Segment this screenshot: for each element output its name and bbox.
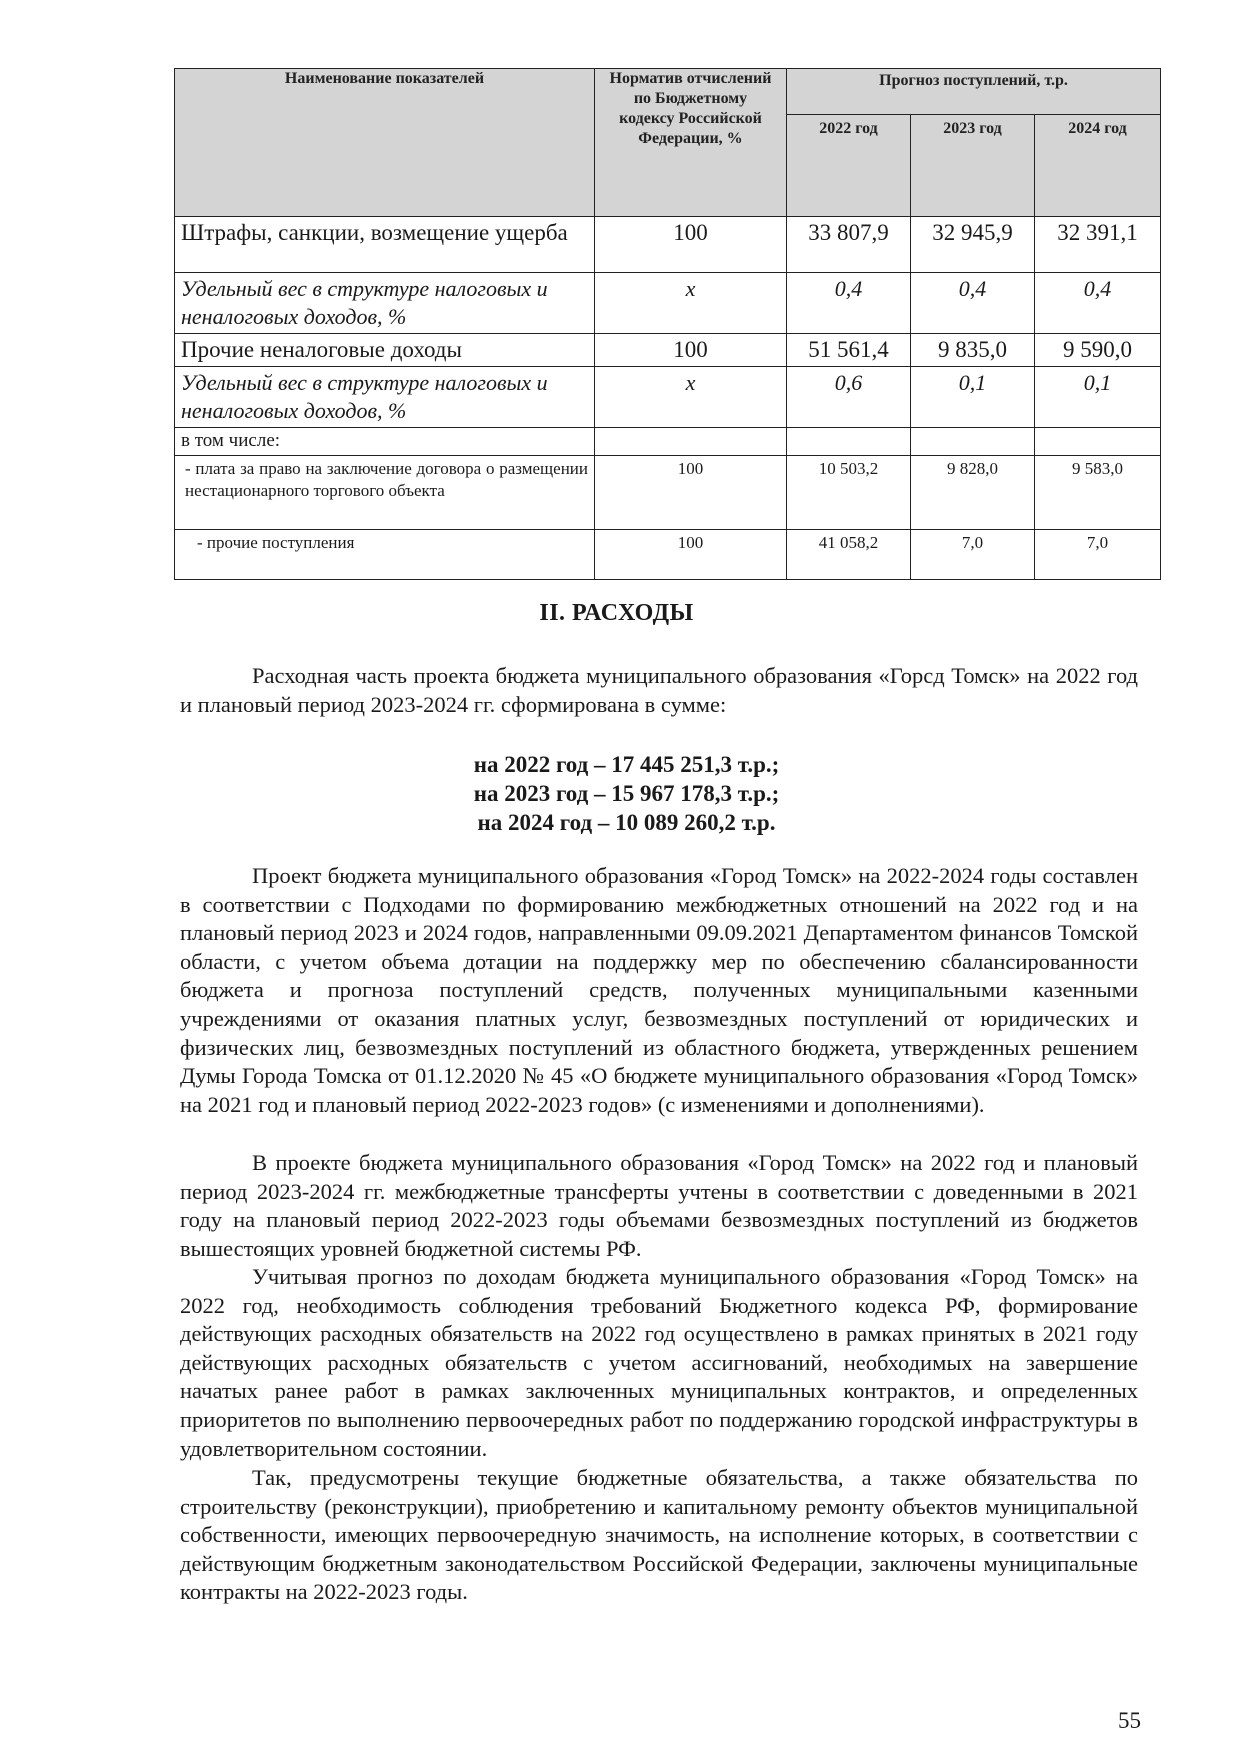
header-2024: 2024 год: [1035, 115, 1161, 217]
intro-paragraph: [180, 662, 1138, 719]
paragraph-text: Так, предусмотрены текущие бюджетные обязательства, а также обязательства по строительству (реконструкции), приобретению и капитальному ремонту объектов муниципальной собственности, имеющих первоочередную значимость, на исполнение которых, в соответствии с действующим бюджетным законодательством Российской Федерации, заключены муниципальные контракты на 2022-2023 годы.: [180, 1465, 1138, 1605]
row-name: Удельный вес в структуре налоговых и неналоговых доходов, %: [175, 273, 595, 334]
row-name: - плата за право на заключение договора о размещении нестационарного торгового объекта: [175, 456, 595, 530]
header-2022: 2022 год: [787, 115, 911, 217]
total-2022: на 2022 год – 17 445 251,3 т.р.;: [473, 752, 780, 777]
expense-totals: [0, 750, 1233, 837]
total-2024: на 2024 год – 10 089 260,2 т.р.: [477, 810, 776, 835]
row-value-2024: 0,4: [1035, 273, 1161, 334]
paragraph: [180, 1149, 1138, 1263]
row-value-2022: 51 561,4: [787, 334, 911, 367]
row-value-2022: 0,6: [787, 367, 911, 428]
row-value-2023: 32 945,9: [911, 217, 1035, 273]
row-value-2022: 10 503,2: [787, 456, 911, 530]
page-number: 55: [1118, 1708, 1141, 1733]
row-value-2024: 9 583,0: [1035, 456, 1161, 530]
intro-text: Расходная часть проекта бюджета муниципального образования «Горсд Томск» на 2022 год и плановый период 2023-2024 гг. сформирована в сумме:: [180, 663, 1138, 717]
total-2023: на 2023 год – 15 967 178,3 т.р.;: [473, 781, 780, 806]
row-value-2022: 33 807,9: [787, 217, 911, 273]
row-name: Удельный вес в структуре налоговых и неналоговых доходов, %: [175, 367, 595, 428]
row-norm: х: [595, 367, 787, 428]
table-row: [175, 217, 1161, 273]
row-value-2022: 0,4: [787, 273, 911, 334]
row-value-2024: 32 391,1: [1035, 217, 1161, 273]
row-value-2023: 7,0: [911, 530, 1035, 580]
table-row: [175, 456, 1161, 530]
row-name: Штрафы, санкции, возмещение ущерба: [175, 217, 595, 273]
row-value-2024: 7,0: [1035, 530, 1161, 580]
row-name: Прочие неналоговые доходы: [175, 334, 595, 367]
row-value-2024: 0,1: [1035, 367, 1161, 428]
header-forecast: Прогноз поступлений, т.р.: [787, 69, 1161, 115]
row-name: в том числе:: [175, 428, 595, 456]
row-value-2023: 0,1: [911, 367, 1035, 428]
row-value-2023: 9 828,0: [911, 456, 1035, 530]
paragraph-text: В проекте бюджета муниципального образования «Город Томск» на 2022 год и плановый период 2023-2024 гг. межбюджетные трансферты учтены в соответствии с доведенными в 2021 году на плановый период 2022-2023 годы объемами безвозмездных поступлений из бюджетов вышестоящих уровней бюджетной системы РФ.: [180, 1150, 1138, 1261]
row-value-2024: 9 590,0: [1035, 334, 1161, 367]
row-norm: 100: [595, 530, 787, 580]
table-row: [175, 273, 1161, 334]
paragraph-text: Учитывая прогноз по доходам бюджета муниципального образования «Город Томск» на 2022 год, необходимость соблюдения требований Бюджетного кодекса РФ, формирование действующих расходных обязательств на 2022 год осуществлено в рамках принятых в 2021 году действующих расходных обязательств с учетом ассигнований, необходимых на завершение начатых ранее работ в рамках заключенных муниципальных контрактов, и определенных приоритетов по выполнению первоочередных работ по поддержанию городской инфраструктуры в удовлетворительном состоянии.: [180, 1264, 1138, 1461]
row-norm: 100: [595, 217, 787, 273]
table-row: [175, 428, 1161, 456]
paragraph: [180, 1263, 1138, 1463]
row-value-2023: 0,4: [911, 273, 1035, 334]
header-norm: Норматив отчислений по Бюджетному кодексу Российской Федерации, %: [595, 69, 787, 217]
row-value-2022: 41 058,2: [787, 530, 911, 580]
header-name: Наименование показателей: [175, 69, 595, 217]
row-value-2023: [911, 428, 1035, 456]
paragraph-text: Проект бюджета муниципального образования «Город Томск» на 2022-2024 годы составлен в соответствии с Подходами по формированию межбюджетных отношений на 2022 год и на плановый период 2023 и 2024 годов, направленными 09.09.2021 Департаментом финансов Томской области, с учетом объема дотации на поддержку мер по обеспечению сбалансированности бюджета и прогноза поступлений средств, полученных муниципальными казенными учреждениями от оказания платных услуг, безвозмездных поступлений от юридических и физических лиц, безвозмездных поступлений из областного бюджета, утвержденных решением Думы Города Томска от 01.12.2020 № 45 «О бюджете муниципального образования «Город Томск» на 2021 год и плановый период 2022-2023 годов» (с изменениями и дополнениями).: [180, 863, 1138, 1117]
row-norm: 100: [595, 456, 787, 530]
table-row: [175, 334, 1161, 367]
row-name: - прочие поступления: [175, 530, 595, 580]
row-norm: х: [595, 273, 787, 334]
table-row: [175, 367, 1161, 428]
paragraph: [180, 862, 1138, 1119]
section-title: II. РАСХОДЫ: [539, 600, 694, 626]
row-value-2024: [1035, 428, 1161, 456]
row-norm: 100: [595, 334, 787, 367]
revenue-forecast-table: [174, 68, 1161, 580]
paragraph: [180, 1464, 1138, 1607]
header-2023: 2023 год: [911, 115, 1035, 217]
row-value-2022: [787, 428, 911, 456]
row-value-2023: 9 835,0: [911, 334, 1035, 367]
table-row: [175, 530, 1161, 580]
row-norm: [595, 428, 787, 456]
